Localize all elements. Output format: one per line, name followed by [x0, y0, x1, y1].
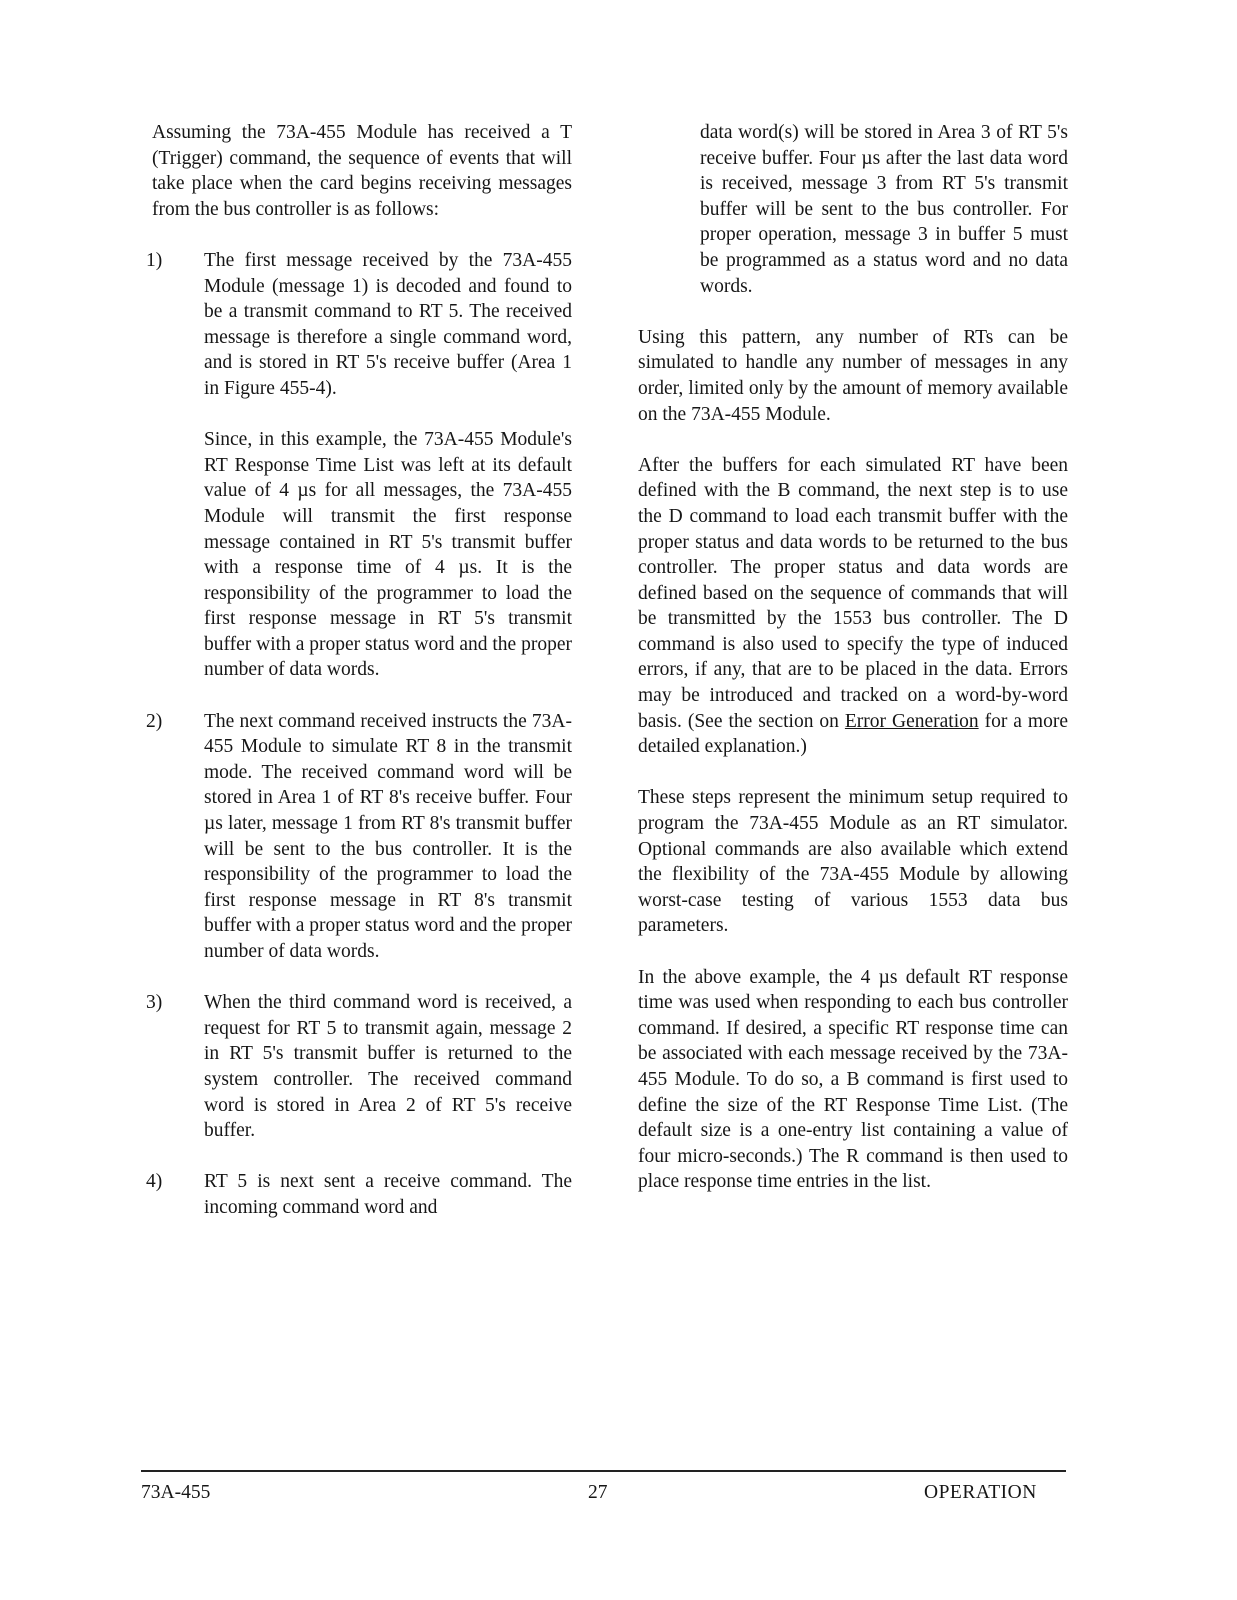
footer-model: 73A-455: [141, 1482, 211, 1503]
buffers-text: After the buffers for each simulated RT have been defined with the B command, the next step is to use the D command to load each transmit buffer with the proper status and data words to be returned to the bus controller. The proper status and data words are defined based on the sequence of commands that will be transmitted by the 1553 bus controller. The D command is also used to specify the type of induced errors, if any, that are to be placed in the data. Errors may be introduced and tracked on a word-by-word basis. (See the section on: [638, 454, 1068, 732]
list-paragraph: The first message received by the 73A-455 Module (message 1) is decoded and found to be a transmit command to RT 5. The received message is therefore a single command word, and is stored in RT 5's receive buffer (Area 1 in Figure 455-4).: [204, 249, 572, 399]
list-number: 1): [146, 249, 163, 271]
continued-paragraph: data word(s) will be stored in Area 3 of RT 5's receive buffer. Four µs after the last data word is received, message 3 from RT 5's transmit buffer will be sent to the bus controller. For proper operation, message 3 in buffer 5 must be programmed as a status word and no data words.: [700, 122, 1068, 297]
list-paragraph: The next command received instructs the 73A-455 Module to simulate RT 8 in the transmit mode. The received command word will be stored in Area 1 of RT 8's receive buffer. Four µs later, message 1 from RT 8's transmit buffer will be sent to the bus controller. It is the responsibility of the programmer to load the first response message in RT 8's transmit buffer with a proper status word and the proper number of data words.: [204, 710, 572, 962]
setup-paragraph: These steps represent the minimum setup required to program the 73A-455 Module as an RT simulator. Optional commands are also available which extend the flexibility of the 73A-455 Module by allowing worst-case testing of various 1553 data bus parameters.: [638, 787, 1068, 937]
pattern-paragraph: Using this pattern, any number of RTs can be simulated to handle any number of messages in any order, limited only by the amount of memory available on the 73A-455 Module.: [638, 326, 1068, 425]
error-generation-link[interactable]: Error Generation: [844, 710, 979, 732]
list-item-4: [146, 1169, 572, 1220]
list-number: 3): [146, 992, 163, 1014]
page-number: 27: [588, 1482, 608, 1503]
response-time-paragraph: In the above example, the 4 µs default RT response time was used when responding to each bus controller command. If desired, a specific RT response time can be associated with each message received by the 73A-455 Module. To do so, a B command is first used to define the size of the RT Response Time List. (The default size is a one-entry list containing a value of four micro-seconds.) The R command is then used to place response time entries in the list.: [638, 966, 1068, 1193]
footer-rule: [141, 1470, 1066, 1472]
list-item-3: [146, 990, 572, 1144]
buffers-text-end: for a more detailed explanation.): [638, 710, 1068, 758]
list-item-2: [146, 709, 572, 965]
list-number: 2): [146, 710, 163, 732]
list-paragraph: When the third command word is received, a request for RT 5 to transmit again, message 2 in RT 5's transmit buffer is returned to the system controller. The received command word is stored in Area 2 of RT 5's receive buffer.: [204, 992, 572, 1142]
intro-paragraph: Assuming the 73A-455 Module has received a T (Trigger) command, the sequence of events that will take place when the card begins receiving messages from the bus controller is as follows:: [152, 122, 572, 220]
buffers-paragraph: [638, 453, 1068, 760]
list-paragraph: RT 5 is next sent a receive command. The incoming command word and: [204, 1171, 572, 1218]
list-paragraph: Since, in this example, the 73A-455 Module's RT Response Time List was left at its default value of 4 µs for all messages, the 73A-455 Module will transmit the first response message contained in RT 5's transmit buffer with a response time of 4 µs. It is the responsibility of the programmer to load the first response message in RT 5's transmit buffer with a proper status word and the proper number of data words.: [204, 429, 572, 681]
list-item-1: [146, 248, 572, 683]
right-column: [638, 120, 1068, 1221]
list-number: 4): [146, 1171, 163, 1193]
footer-section: OPERATION: [924, 1482, 1037, 1503]
left-column: [146, 120, 572, 1246]
